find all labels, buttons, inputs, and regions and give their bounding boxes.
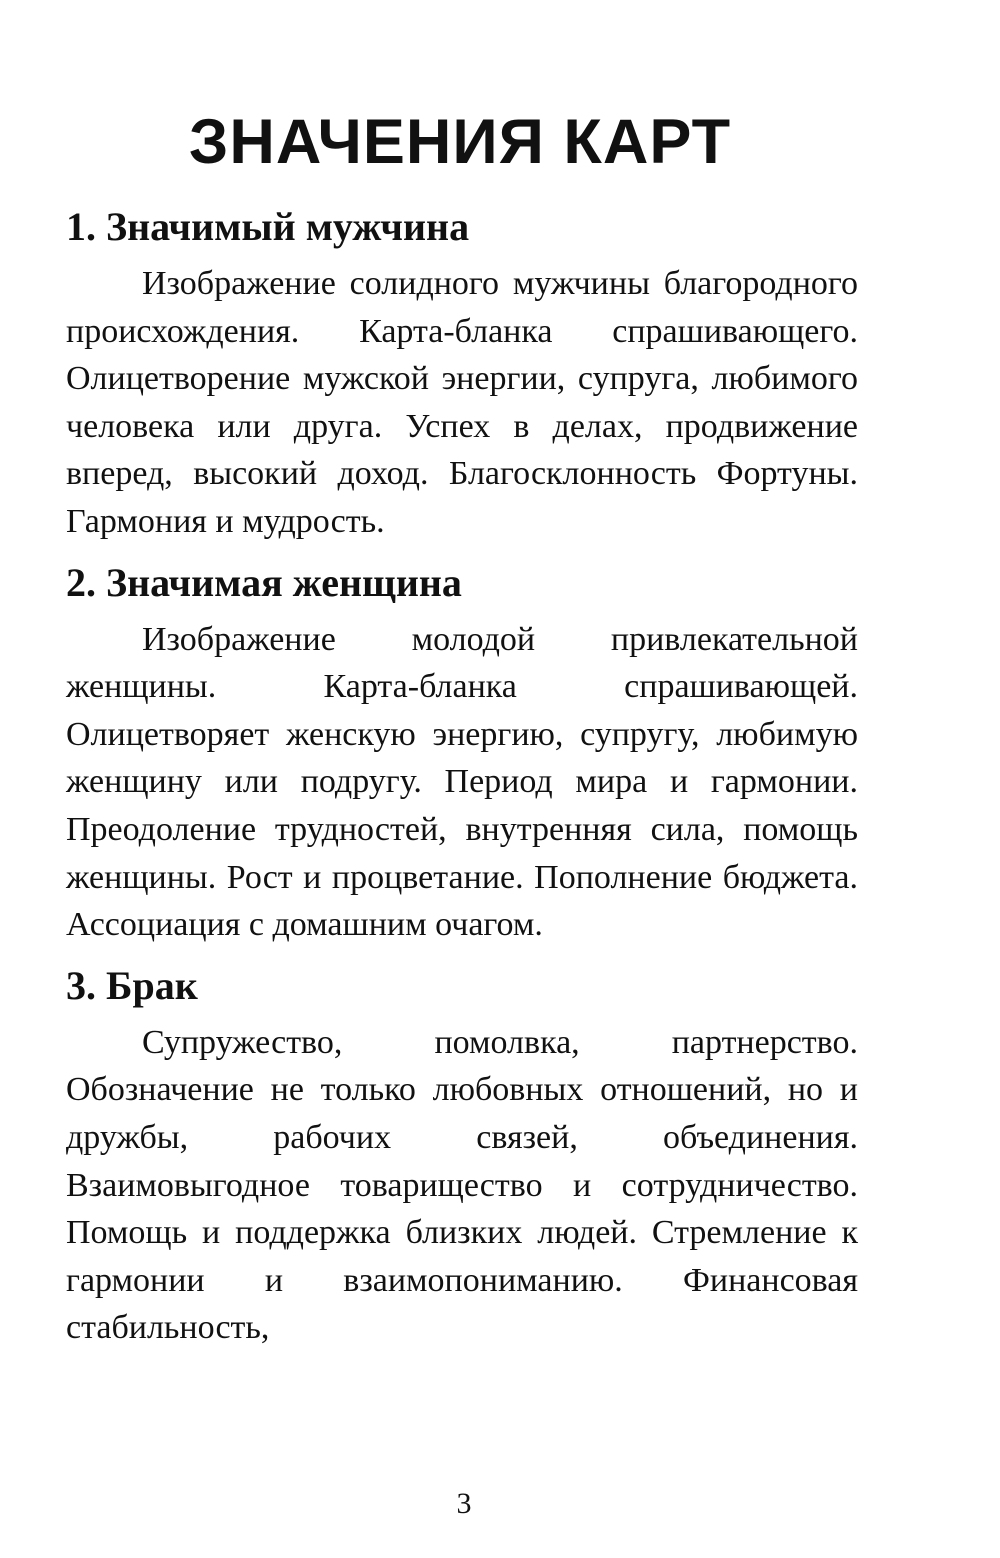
section-body: Изображение солидного мужчины благородного происхождения. Карта-бланка спрашивающего. Олицетворение мужской энергии, супруга, любимого человека или друга. Успех в делах, продвижение вперед, высокий доход. Благосклонность Фортуны. Гармония и мудрость. (66, 265, 858, 540)
page-number: 3 (456, 1487, 472, 1520)
section-heading: 2. Значимая женщина (66, 559, 462, 605)
section-body: Изображение молодой привлекательной женщины. Карта-бланка спрашивающей. Олицетворяет женскую энергию, супругу, любимую женщину или подругу. Период мира и гармонии. Преодоление трудностей, внутренняя сила, помощь женщины. Рост и процветание. Пополнение бюджета. Ассоциация с домашним очагом. (66, 620, 858, 944)
section-heading: 3. Брак (66, 962, 198, 1008)
page-content (66, 198, 858, 1360)
card-section-2 (66, 554, 858, 949)
section-heading: 1. Значимый мужчина (66, 204, 470, 249)
section-body: Супружество, помолвка, партнерство. Обозначение не только любовных отношений, но и дружбы, рабочих связей, объединения. Взаимовыгодное товарищество и сотрудничество. Помощь и поддержка близких людей. Стремление к гармонии и взаимопониманию. Финансовая стабильность, (66, 1023, 858, 1347)
card-section-1 (66, 198, 858, 546)
page-title: ЗНАЧЕНИЯ КАРТ (188, 107, 732, 177)
card-section-3 (66, 957, 858, 1352)
